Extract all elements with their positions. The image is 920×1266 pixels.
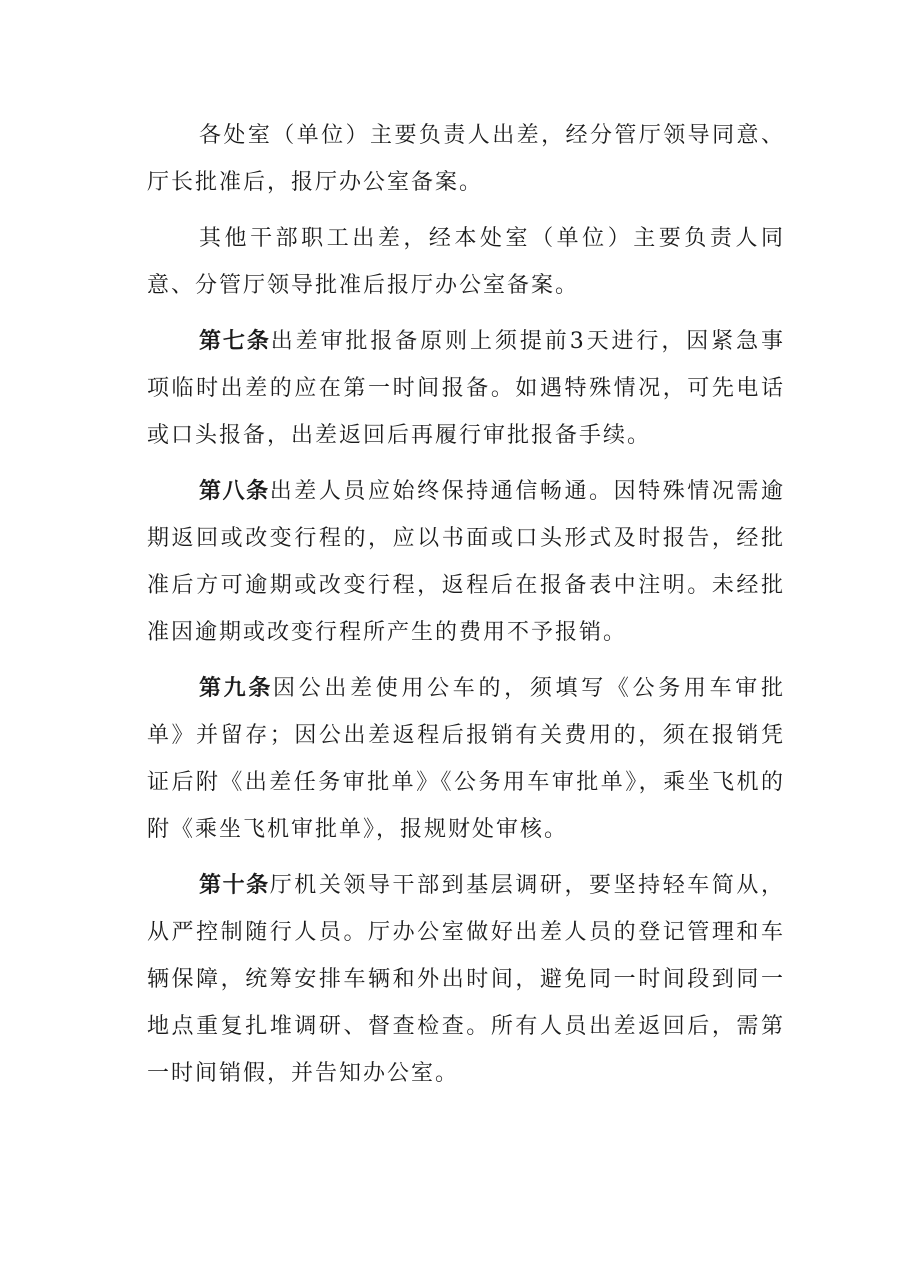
paragraph-text: 其他干部职工出差，经本处室（单位）主要负责人同意、分管厅领导批准后报厅办公室备案。 xyxy=(147,226,785,298)
article-8 xyxy=(147,468,785,656)
paragraph-director-travel xyxy=(147,112,785,206)
article-heading: 第九条 xyxy=(199,676,274,701)
paragraph-text: 各处室（单位）主要负责人出差，经分管厅领导同意、厅长批准后，报厅办公室备案。 xyxy=(147,123,785,195)
article-text: 厅机关领导干部到基层调研，要坚持轻车简从，从严控制随行人员。厅办公室做好出差人员的登记管理和车辆保障，统筹安排车辆和外出时间，避免同一时间段到同一地点重复扎堆调研、督查检查。所有人员出差返回后，需第一时间销假，并告知办公室。 xyxy=(147,873,785,1086)
article-text: 因公出差使用公车的，须填写《公务用车审批单》并留存；因公出差返程后报销有关费用的，须在报销凭证后附《出差任务审批单》《公务用车审批单》，乘坐飞机的附《乘坐飞机审批单》，报规财处审核。 xyxy=(147,676,785,842)
article-text: 出差人员应始终保持通信畅通。因特殊情况需逾期返回或改变行程的，应以书面或口头形式及时报告，经批准后方可逾期或改变行程，返程后在报备表中注明。未经批准因逾期或改变行程所产生的费用不予报销。 xyxy=(147,479,785,645)
article-heading: 第十条 xyxy=(199,873,270,898)
paragraph-staff-travel xyxy=(147,215,785,309)
article-10 xyxy=(147,862,785,1097)
article-heading: 第八条 xyxy=(199,479,270,504)
document-body xyxy=(147,112,785,1106)
article-text: 出差审批报备原则上须提前3天进行，因紧急事项临时出差的应在第一时间报备。如遇特殊情况，可先电话或口头报备，出差返回后再履行审批报备手续。 xyxy=(147,329,785,448)
article-heading: 第七条 xyxy=(199,329,271,354)
article-9 xyxy=(147,665,785,853)
article-7 xyxy=(147,318,785,459)
